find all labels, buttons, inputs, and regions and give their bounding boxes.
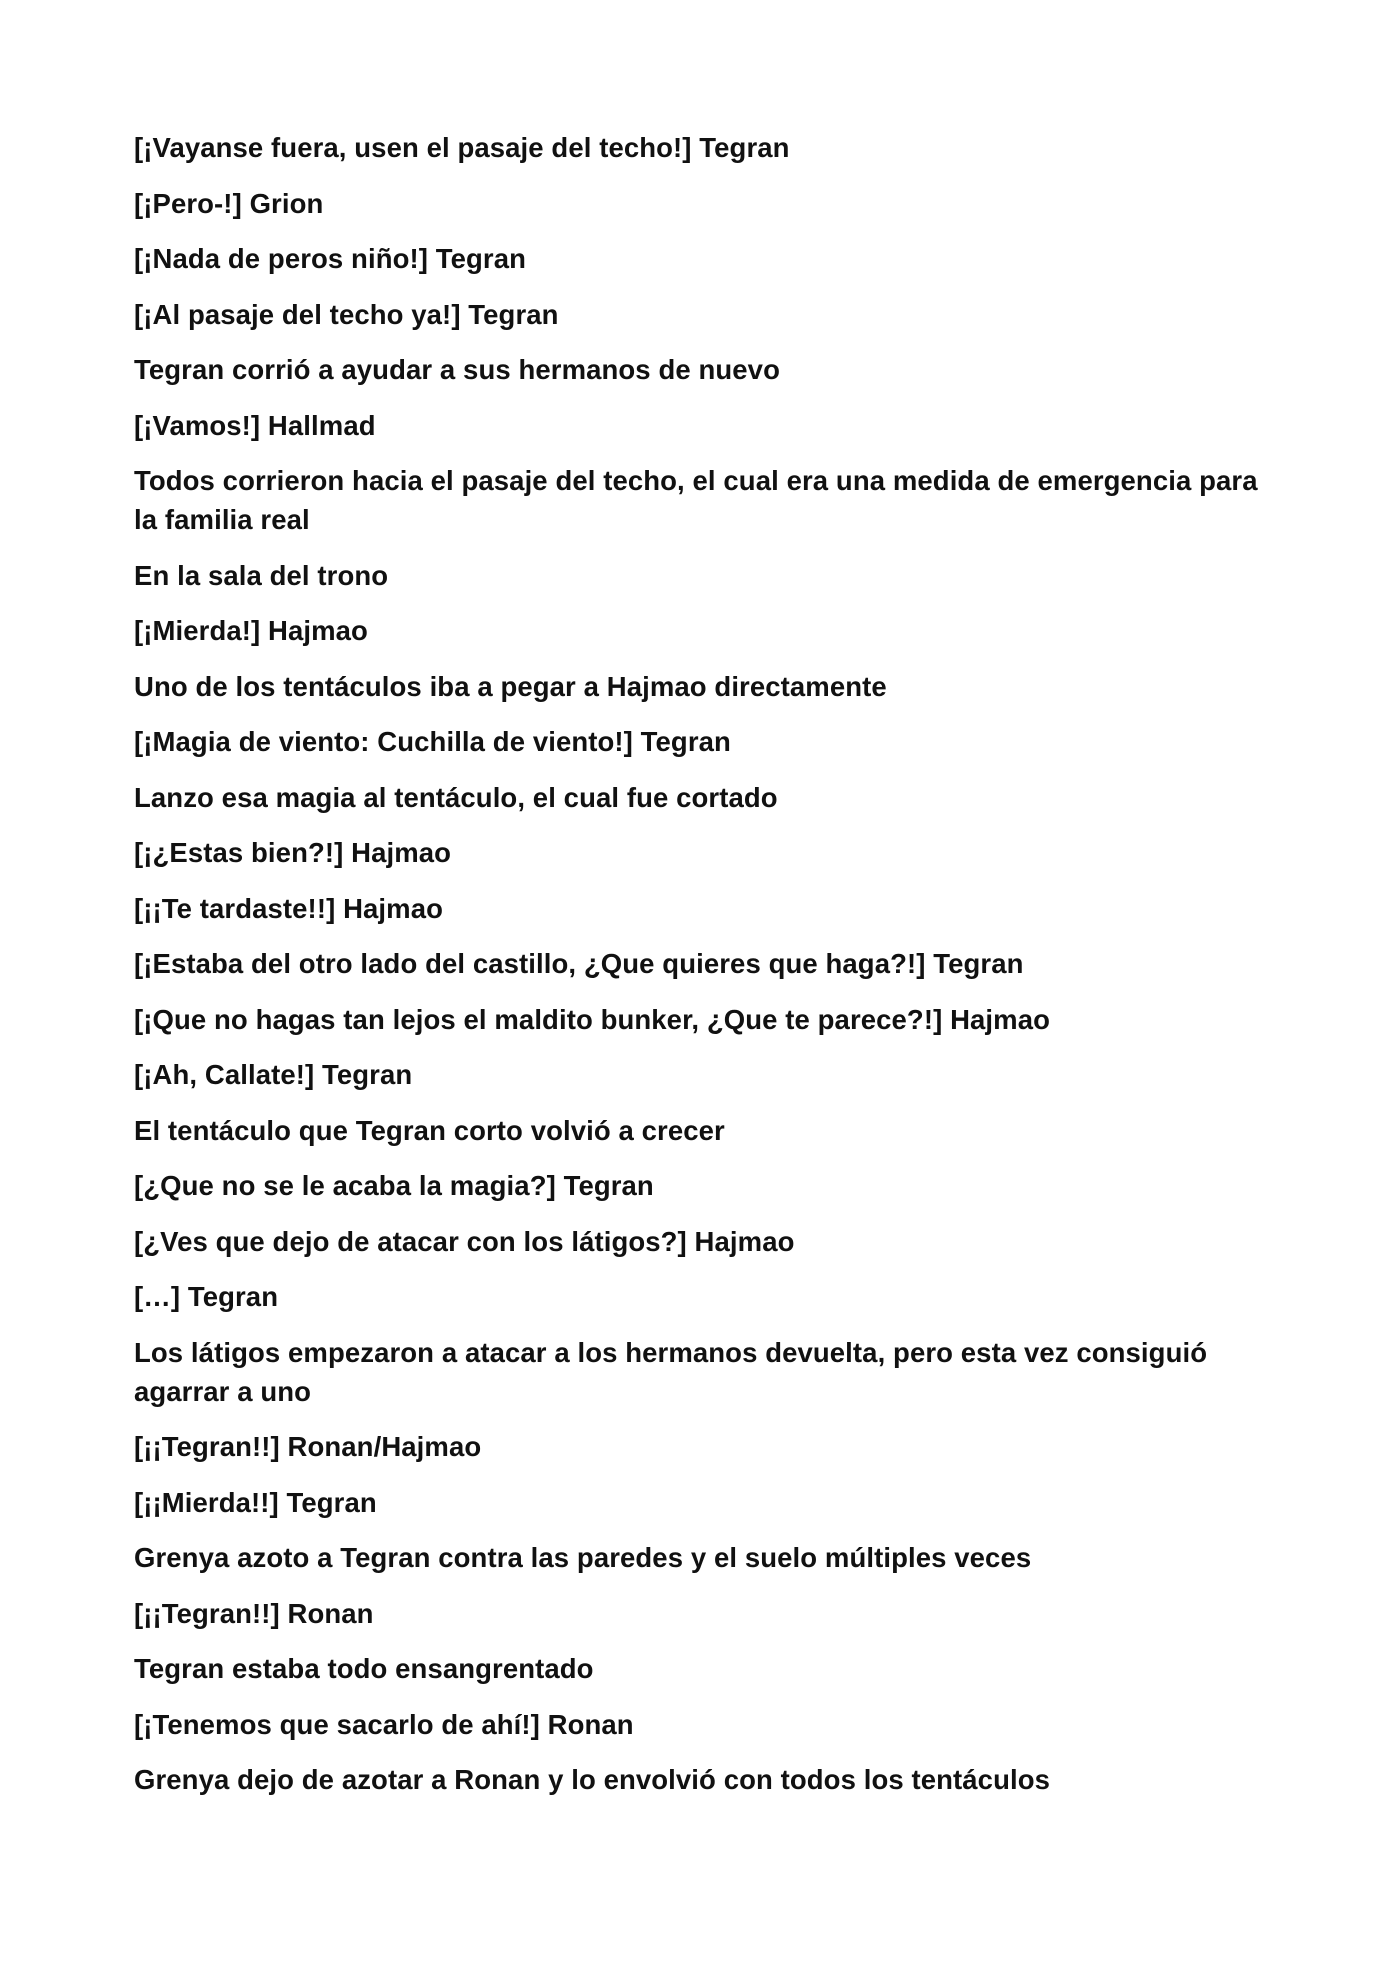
text-line: [¡Nada de peros niño!] Tegran bbox=[134, 243, 526, 274]
text-line: Tegran corrió a ayudar a sus hermanos de nuevo bbox=[134, 354, 780, 385]
text-line: Todos corrieron hacia el pasaje del techo, el cual era una medida de emergencia para la familia real bbox=[134, 465, 1258, 535]
text-line: […] Tegran bbox=[134, 1281, 279, 1312]
text-line: Tegran estaba todo ensangrentado bbox=[134, 1653, 594, 1684]
text-line: [¿Ves que dejo de atacar con los látigos?] Hajmao bbox=[134, 1225, 795, 1257]
text-line: [¡Vamos!] Hallmad bbox=[134, 409, 376, 441]
document-body bbox=[134, 128, 1274, 1816]
text-line: [¡¿Estas bien?!] Hajmao bbox=[134, 837, 452, 868]
text-line: Uno de los tentáculos iba a pegar a Hajmao directamente bbox=[134, 670, 887, 702]
text-line: Grenya dejo de azotar a Ronan y lo envolvió con todos los tentáculos bbox=[134, 1764, 1051, 1795]
text-line: El tentáculo que Tegran corto volvió a crecer bbox=[134, 1114, 725, 1146]
text-line: En la sala del trono bbox=[134, 559, 389, 591]
text-line: [¡Mierda!] Hajmao bbox=[134, 615, 368, 646]
text-line: [¡Estaba del otro lado del castillo, ¿Que quieres que haga?!] Tegran bbox=[134, 948, 1024, 979]
text-line: [¡Vayanse fuera, usen el pasaje del techo!] Tegran bbox=[134, 132, 790, 163]
text-line: [¡Al pasaje del techo ya!] Tegran bbox=[134, 298, 559, 330]
text-line: [¡¡Tegran!!] Ronan/Hajmao bbox=[134, 1431, 482, 1462]
text-line: [¡Que no hagas tan lejos el maldito bunker, ¿Que te parece?!] Hajmao bbox=[134, 1003, 1051, 1035]
text-line: Los látigos empezaron a atacar a los hermanos devuelta, pero esta vez consiguió agarrar a uno bbox=[134, 1336, 1208, 1407]
text-line: [¡Ah, Callate!] Tegran bbox=[134, 1059, 413, 1090]
text-line: [¡Tenemos que sacarlo de ahí!] Ronan bbox=[134, 1708, 634, 1740]
text-line: [¿Que no se le acaba la magia?] Tegran bbox=[134, 1170, 654, 1201]
text-line: [¡¡Tegran!!] Ronan bbox=[134, 1597, 374, 1629]
text-line: [¡¡Mierda!!] Tegran bbox=[134, 1486, 377, 1518]
text-line: [¡Pero-!] Grion bbox=[134, 187, 324, 219]
text-line: [¡Magia de viento: Cuchilla de viento!] Tegran bbox=[134, 726, 731, 757]
text-line: Grenya azoto a Tegran contra las paredes y el suelo múltiples veces bbox=[134, 1542, 1032, 1573]
text-line: Lanzo esa magia al tentáculo, el cual fue cortado bbox=[134, 781, 778, 813]
text-line: [¡¡Te tardaste!!] Hajmao bbox=[134, 892, 444, 924]
